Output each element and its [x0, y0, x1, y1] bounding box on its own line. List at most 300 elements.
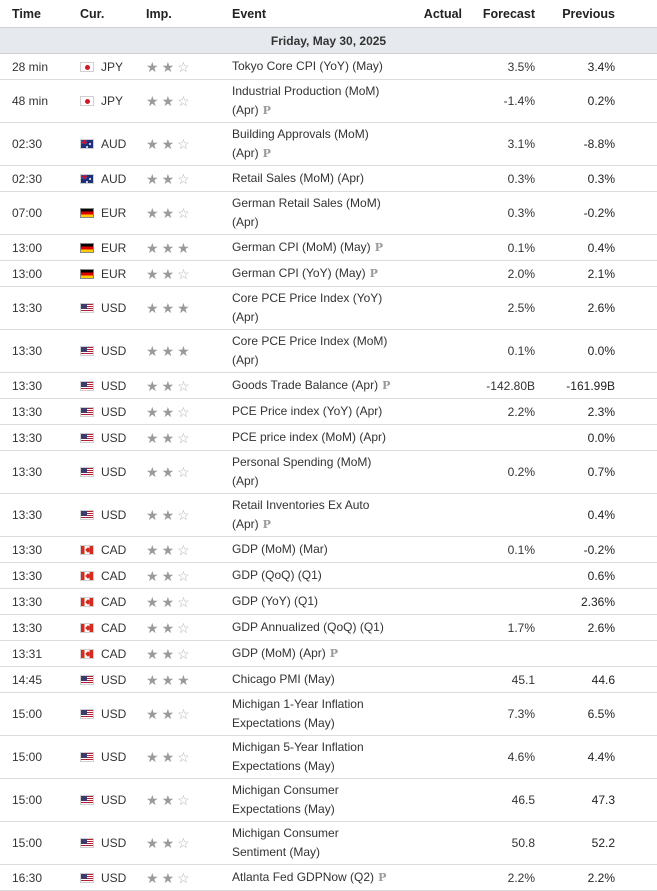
event-currency: CAD: [101, 646, 127, 661]
star-empty-icon: ☆: [177, 869, 190, 886]
event-actual: [400, 641, 472, 667]
event-forecast: [472, 494, 543, 537]
event-row[interactable]: [0, 373, 657, 399]
event-cell[interactable]: [228, 494, 400, 537]
event-time: 13:30: [0, 494, 70, 537]
event-forecast: [472, 641, 543, 667]
preliminary-icon: P: [374, 241, 383, 254]
event-forecast: 0.2%: [472, 451, 543, 494]
event-currency-cell: [70, 537, 140, 563]
event-time: 13:00: [0, 235, 70, 261]
event-name[interactable]: German Retail Sales (MoM) (Apr): [232, 196, 381, 229]
flag-us-icon: [80, 381, 94, 391]
event-cell[interactable]: [228, 261, 400, 287]
event-actual: [400, 261, 472, 287]
event-time: 07:00: [0, 192, 70, 235]
event-forecast: 0.3%: [472, 166, 543, 192]
event-actual: [400, 373, 472, 399]
event-currency: USD: [101, 301, 127, 315]
event-actual: [400, 779, 472, 822]
date-label: Friday, May 30, 2025: [0, 28, 657, 54]
event-name[interactable]: Chicago PMI (May): [232, 672, 335, 686]
event-time: 15:00: [0, 822, 70, 865]
star-filled-icon: ★: [161, 429, 175, 446]
event-cell[interactable]: [228, 589, 400, 615]
event-cell[interactable]: [228, 736, 400, 779]
event-row[interactable]: [0, 641, 657, 667]
event-row[interactable]: [0, 399, 657, 425]
event-previous: 0.7%: [543, 451, 657, 494]
flag-us-icon: [80, 675, 94, 685]
flag-jp-icon: [80, 96, 94, 106]
event-name[interactable]: Retail Inventories Ex Auto (Apr): [232, 498, 370, 531]
star-filled-icon: ★: [146, 792, 159, 808]
event-currency: USD: [101, 465, 127, 479]
event-row[interactable]: [0, 563, 657, 589]
star-empty-icon: ☆: [177, 205, 190, 221]
event-currency-cell: [70, 399, 140, 425]
event-currency-cell: [70, 373, 140, 399]
event-time: 16:30: [0, 865, 70, 891]
event-actual: [400, 822, 472, 865]
star-empty-icon: ☆: [177, 567, 190, 584]
event-importance: [140, 641, 228, 667]
event-actual: [400, 736, 472, 779]
event-row[interactable]: [0, 166, 657, 192]
event-time: 13:30: [0, 537, 70, 563]
star-filled-icon: ★: [146, 265, 159, 282]
calendar-body: [0, 28, 657, 891]
star-filled-icon: ★: [146, 567, 159, 584]
event-actual: [400, 615, 472, 641]
event-previous: 2.6%: [543, 615, 657, 641]
preliminary-icon: P: [329, 647, 339, 660]
event-importance: [140, 166, 228, 192]
flag-ca-icon: [80, 649, 94, 659]
event-importance: [140, 822, 228, 865]
event-forecast: 0.1%: [472, 235, 543, 261]
header-importance[interactable]: Imp.: [140, 0, 228, 28]
flag-us-icon: [80, 407, 94, 417]
star-empty-icon: ☆: [177, 403, 190, 420]
event-currency: USD: [101, 430, 127, 445]
event-currency-cell: [70, 192, 140, 235]
event-currency-cell: [70, 589, 140, 615]
event-cell[interactable]: [228, 563, 400, 589]
event-name[interactable]: GDP (MoM) (Mar): [232, 542, 328, 556]
event-row[interactable]: [0, 451, 657, 494]
event-cell[interactable]: [228, 865, 400, 891]
event-importance: [140, 563, 228, 589]
event-name[interactable]: German CPI (YoY) (May): [232, 266, 366, 280]
event-currency-cell: [70, 166, 140, 192]
event-name[interactable]: Michigan Consumer Sentiment (May): [232, 826, 339, 859]
event-actual: [400, 865, 472, 891]
event-actual: [400, 330, 472, 373]
event-name[interactable]: GDP Annualized (QoQ) (Q1): [232, 620, 384, 634]
event-time: 02:30: [0, 166, 70, 192]
event-cell[interactable]: [228, 166, 400, 192]
event-currency: USD: [101, 836, 127, 850]
event-actual: [400, 563, 472, 589]
event-forecast: 1.7%: [472, 615, 543, 641]
event-currency-cell: [70, 641, 140, 667]
event-time: 13:00: [0, 261, 70, 287]
star-empty-icon: ☆: [177, 706, 190, 722]
event-row[interactable]: [0, 192, 657, 235]
star-empty-icon: ☆: [177, 464, 190, 480]
event-forecast: 45.1: [472, 667, 543, 693]
event-forecast: [472, 425, 543, 451]
event-forecast: 46.5: [472, 779, 543, 822]
event-time: 15:00: [0, 779, 70, 822]
event-forecast: 0.3%: [472, 192, 543, 235]
star-filled-icon: ★: [161, 136, 175, 152]
event-row[interactable]: [0, 865, 657, 891]
star-filled-icon: ★: [177, 343, 190, 359]
event-cell[interactable]: [228, 330, 400, 373]
event-actual: [400, 80, 472, 123]
event-name[interactable]: Core PCE Price Index (MoM) (Apr): [232, 334, 388, 367]
header-actual[interactable]: Actual: [400, 0, 472, 28]
event-cell[interactable]: [228, 779, 400, 822]
event-time: 14:45: [0, 667, 70, 693]
event-cell[interactable]: [228, 667, 400, 693]
event-forecast: 4.6%: [472, 736, 543, 779]
star-filled-icon: ★: [161, 835, 175, 851]
star-filled-icon: ★: [161, 541, 175, 558]
event-actual: [400, 287, 472, 330]
event-row[interactable]: [0, 537, 657, 563]
event-importance: [140, 589, 228, 615]
star-empty-icon: ☆: [177, 645, 190, 662]
event-time: 13:30: [0, 373, 70, 399]
header-forecast[interactable]: Forecast: [472, 0, 543, 28]
event-row[interactable]: [0, 494, 657, 537]
event-currency: EUR: [101, 266, 127, 281]
event-name[interactable]: Retail Sales (MoM) (Apr): [232, 171, 365, 185]
event-currency: EUR: [101, 206, 127, 220]
event-importance: [140, 330, 228, 373]
event-cell[interactable]: [228, 192, 400, 235]
star-empty-icon: ☆: [177, 835, 190, 851]
event-cell[interactable]: [228, 373, 400, 399]
flag-us-icon: [80, 303, 94, 313]
event-row[interactable]: [0, 615, 657, 641]
event-forecast: 2.2%: [472, 865, 543, 891]
event-row[interactable]: [0, 736, 657, 779]
event-time: 13:30: [0, 451, 70, 494]
flag-us-icon: [80, 873, 94, 883]
event-time: 15:00: [0, 693, 70, 736]
event-currency: CAD: [101, 620, 127, 635]
event-currency: USD: [101, 793, 127, 807]
event-actual: [400, 54, 472, 80]
event-cell[interactable]: [228, 693, 400, 736]
flag-ca-icon: [80, 597, 94, 607]
event-previous: 2.2%: [543, 865, 657, 891]
star-filled-icon: ★: [161, 869, 175, 886]
star-filled-icon: ★: [146, 58, 159, 75]
event-name[interactable]: Michigan 5-Year Inflation Expectations (May): [232, 740, 364, 773]
preliminary-icon: P: [262, 147, 271, 160]
star-empty-icon: ☆: [177, 265, 190, 282]
event-currency-cell: [70, 451, 140, 494]
event-name[interactable]: German CPI (MoM) (May): [232, 240, 371, 254]
event-importance: [140, 451, 228, 494]
star-filled-icon: ★: [161, 93, 175, 109]
event-name[interactable]: Goods Trade Balance (Apr): [232, 378, 379, 392]
star-filled-icon: ★: [146, 377, 159, 394]
event-importance: [140, 667, 228, 693]
event-row[interactable]: [0, 425, 657, 451]
star-filled-icon: ★: [146, 300, 159, 316]
event-currency-cell: [70, 123, 140, 166]
star-filled-icon: ★: [146, 645, 159, 662]
flag-us-icon: [80, 346, 94, 356]
star-empty-icon: ☆: [177, 170, 190, 187]
star-filled-icon: ★: [146, 136, 159, 152]
event-currency-cell: [70, 330, 140, 373]
event-name[interactable]: GDP (MoM) (Apr): [232, 646, 326, 660]
event-forecast: 0.1%: [472, 537, 543, 563]
event-previous: 0.4%: [543, 494, 657, 537]
event-previous: 6.5%: [543, 693, 657, 736]
event-currency: CAD: [101, 542, 127, 557]
event-currency-cell: [70, 287, 140, 330]
event-cell[interactable]: [228, 451, 400, 494]
star-filled-icon: ★: [146, 507, 159, 523]
event-previous: 0.0%: [543, 330, 657, 373]
event-currency-cell: [70, 80, 140, 123]
event-actual: [400, 192, 472, 235]
star-filled-icon: ★: [161, 567, 175, 584]
event-time: 48 min: [0, 80, 70, 123]
star-empty-icon: ☆: [177, 593, 190, 610]
header-event[interactable]: Event: [228, 0, 400, 28]
event-time: 28 min: [0, 54, 70, 80]
event-importance: [140, 123, 228, 166]
preliminary-icon: P: [262, 104, 271, 117]
star-filled-icon: ★: [161, 507, 175, 523]
event-row[interactable]: [0, 330, 657, 373]
event-forecast: 2.5%: [472, 287, 543, 330]
event-currency-cell: [70, 667, 140, 693]
event-cell[interactable]: [228, 80, 400, 123]
event-importance: [140, 192, 228, 235]
event-previous: 0.0%: [543, 425, 657, 451]
flag-us-icon: [80, 510, 94, 520]
star-filled-icon: ★: [161, 205, 175, 221]
star-empty-icon: ☆: [177, 136, 190, 152]
event-forecast: 0.1%: [472, 330, 543, 373]
preliminary-icon: P: [262, 518, 271, 531]
event-currency-cell: [70, 779, 140, 822]
event-row[interactable]: [0, 693, 657, 736]
star-empty-icon: ☆: [177, 377, 190, 394]
event-currency: USD: [101, 508, 127, 522]
event-currency-cell: [70, 235, 140, 261]
event-row[interactable]: [0, 261, 657, 287]
flag-us-icon: [80, 752, 94, 762]
flag-us-icon: [80, 467, 94, 477]
event-name[interactable]: PCE price index (MoM) (Apr): [232, 430, 387, 444]
event-importance: [140, 373, 228, 399]
event-name[interactable]: Personal Spending (MoM) (Apr): [232, 455, 372, 488]
event-currency: CAD: [101, 594, 127, 609]
event-row[interactable]: [0, 80, 657, 123]
header-time[interactable]: Time: [0, 0, 70, 28]
event-previous: 2.1%: [543, 261, 657, 287]
star-filled-icon: ★: [146, 343, 159, 359]
event-previous: -8.8%: [543, 123, 657, 166]
event-previous: 2.36%: [543, 589, 657, 615]
event-actual: [400, 425, 472, 451]
event-name[interactable]: GDP (QoQ) (Q1): [232, 568, 322, 582]
event-previous: 0.3%: [543, 166, 657, 192]
star-empty-icon: ☆: [177, 58, 190, 75]
star-filled-icon: ★: [161, 464, 175, 480]
event-currency: USD: [101, 344, 127, 358]
flag-us-icon: [80, 795, 94, 805]
event-name[interactable]: Michigan Consumer Expectations (May): [232, 783, 339, 816]
event-row[interactable]: [0, 54, 657, 80]
event-currency: USD: [101, 672, 127, 687]
event-cell[interactable]: [228, 425, 400, 451]
flag-ca-icon: [80, 571, 94, 581]
event-currency-cell: [70, 425, 140, 451]
flag-us-icon: [80, 838, 94, 848]
star-filled-icon: ★: [161, 265, 175, 282]
event-name[interactable]: Atlanta Fed GDPNow (Q2): [232, 870, 375, 884]
star-filled-icon: ★: [177, 671, 190, 688]
flag-us-icon: [80, 709, 94, 719]
event-cell[interactable]: [228, 123, 400, 166]
event-name[interactable]: Core PCE Price Index (YoY) (Apr): [232, 291, 383, 324]
flag-ca-icon: [80, 545, 94, 555]
star-filled-icon: ★: [146, 429, 159, 446]
star-filled-icon: ★: [161, 671, 175, 688]
event-actual: [400, 399, 472, 425]
header-previous[interactable]: Previous: [543, 0, 657, 28]
star-filled-icon: ★: [161, 403, 175, 420]
event-previous: 4.4%: [543, 736, 657, 779]
event-currency: AUD: [101, 171, 127, 186]
event-name[interactable]: Tokyo Core CPI (YoY) (May): [232, 59, 383, 73]
event-currency: USD: [101, 707, 127, 721]
event-previous: 0.4%: [543, 235, 657, 261]
star-filled-icon: ★: [146, 835, 159, 851]
event-forecast: -1.4%: [472, 80, 543, 123]
star-filled-icon: ★: [161, 377, 175, 394]
star-filled-icon: ★: [177, 239, 190, 256]
star-filled-icon: ★: [146, 593, 159, 610]
event-forecast: 2.2%: [472, 399, 543, 425]
event-importance: [140, 615, 228, 641]
star-filled-icon: ★: [161, 619, 175, 636]
star-filled-icon: ★: [146, 541, 159, 558]
star-filled-icon: ★: [146, 239, 159, 256]
event-cell[interactable]: [228, 287, 400, 330]
event-row[interactable]: [0, 235, 657, 261]
event-currency-cell: [70, 615, 140, 641]
event-actual: [400, 123, 472, 166]
event-previous: 2.6%: [543, 287, 657, 330]
event-currency-cell: [70, 736, 140, 779]
event-name[interactable]: PCE Price index (YoY) (Apr): [232, 404, 383, 418]
event-importance: [140, 54, 228, 80]
event-name[interactable]: Industrial Production (MoM) (Apr): [232, 84, 380, 117]
event-currency: CAD: [101, 568, 127, 583]
event-currency-cell: [70, 261, 140, 287]
star-empty-icon: ☆: [177, 93, 190, 109]
event-name[interactable]: Michigan 1-Year Inflation Expectations (May): [232, 697, 364, 730]
star-filled-icon: ★: [161, 239, 175, 256]
event-importance: [140, 494, 228, 537]
event-previous: [543, 641, 657, 667]
flag-jp-icon: [80, 62, 94, 72]
event-currency-cell: [70, 822, 140, 865]
event-cell[interactable]: [228, 235, 400, 261]
event-row[interactable]: [0, 667, 657, 693]
event-cell[interactable]: [228, 399, 400, 425]
flag-us-icon: [80, 433, 94, 443]
star-filled-icon: ★: [146, 205, 159, 221]
event-row[interactable]: [0, 779, 657, 822]
event-previous: 0.2%: [543, 80, 657, 123]
event-row[interactable]: [0, 589, 657, 615]
preliminary-icon: P: [378, 871, 387, 884]
event-cell[interactable]: [228, 615, 400, 641]
event-row[interactable]: [0, 123, 657, 166]
star-filled-icon: ★: [146, 464, 159, 480]
event-row[interactable]: [0, 822, 657, 865]
event-previous: 0.6%: [543, 563, 657, 589]
event-importance: [140, 287, 228, 330]
event-currency: EUR: [101, 240, 127, 255]
flag-au-icon: [80, 174, 94, 184]
event-currency: USD: [101, 378, 127, 393]
event-cell[interactable]: [228, 822, 400, 865]
star-empty-icon: ☆: [177, 749, 190, 765]
event-actual: [400, 166, 472, 192]
event-previous: 3.4%: [543, 54, 657, 80]
event-importance: [140, 80, 228, 123]
event-currency: USD: [101, 750, 127, 764]
event-time: 13:30: [0, 287, 70, 330]
star-filled-icon: ★: [161, 749, 175, 765]
star-empty-icon: ☆: [177, 541, 190, 558]
star-filled-icon: ★: [161, 792, 175, 808]
event-cell[interactable]: [228, 54, 400, 80]
header-currency[interactable]: Cur.: [70, 0, 140, 28]
event-cell[interactable]: [228, 537, 400, 563]
event-currency: USD: [101, 870, 127, 885]
event-importance: [140, 865, 228, 891]
event-cell[interactable]: [228, 641, 400, 667]
event-forecast: 7.3%: [472, 693, 543, 736]
star-filled-icon: ★: [146, 749, 159, 765]
event-row[interactable]: [0, 287, 657, 330]
event-name[interactable]: Building Approvals (MoM) (Apr): [232, 127, 369, 160]
flag-de-icon: [80, 243, 94, 253]
event-name[interactable]: GDP (YoY) (Q1): [232, 594, 319, 608]
event-forecast: [472, 589, 543, 615]
event-currency: USD: [101, 404, 127, 419]
star-filled-icon: ★: [146, 170, 159, 187]
star-filled-icon: ★: [146, 869, 159, 886]
event-actual: [400, 589, 472, 615]
